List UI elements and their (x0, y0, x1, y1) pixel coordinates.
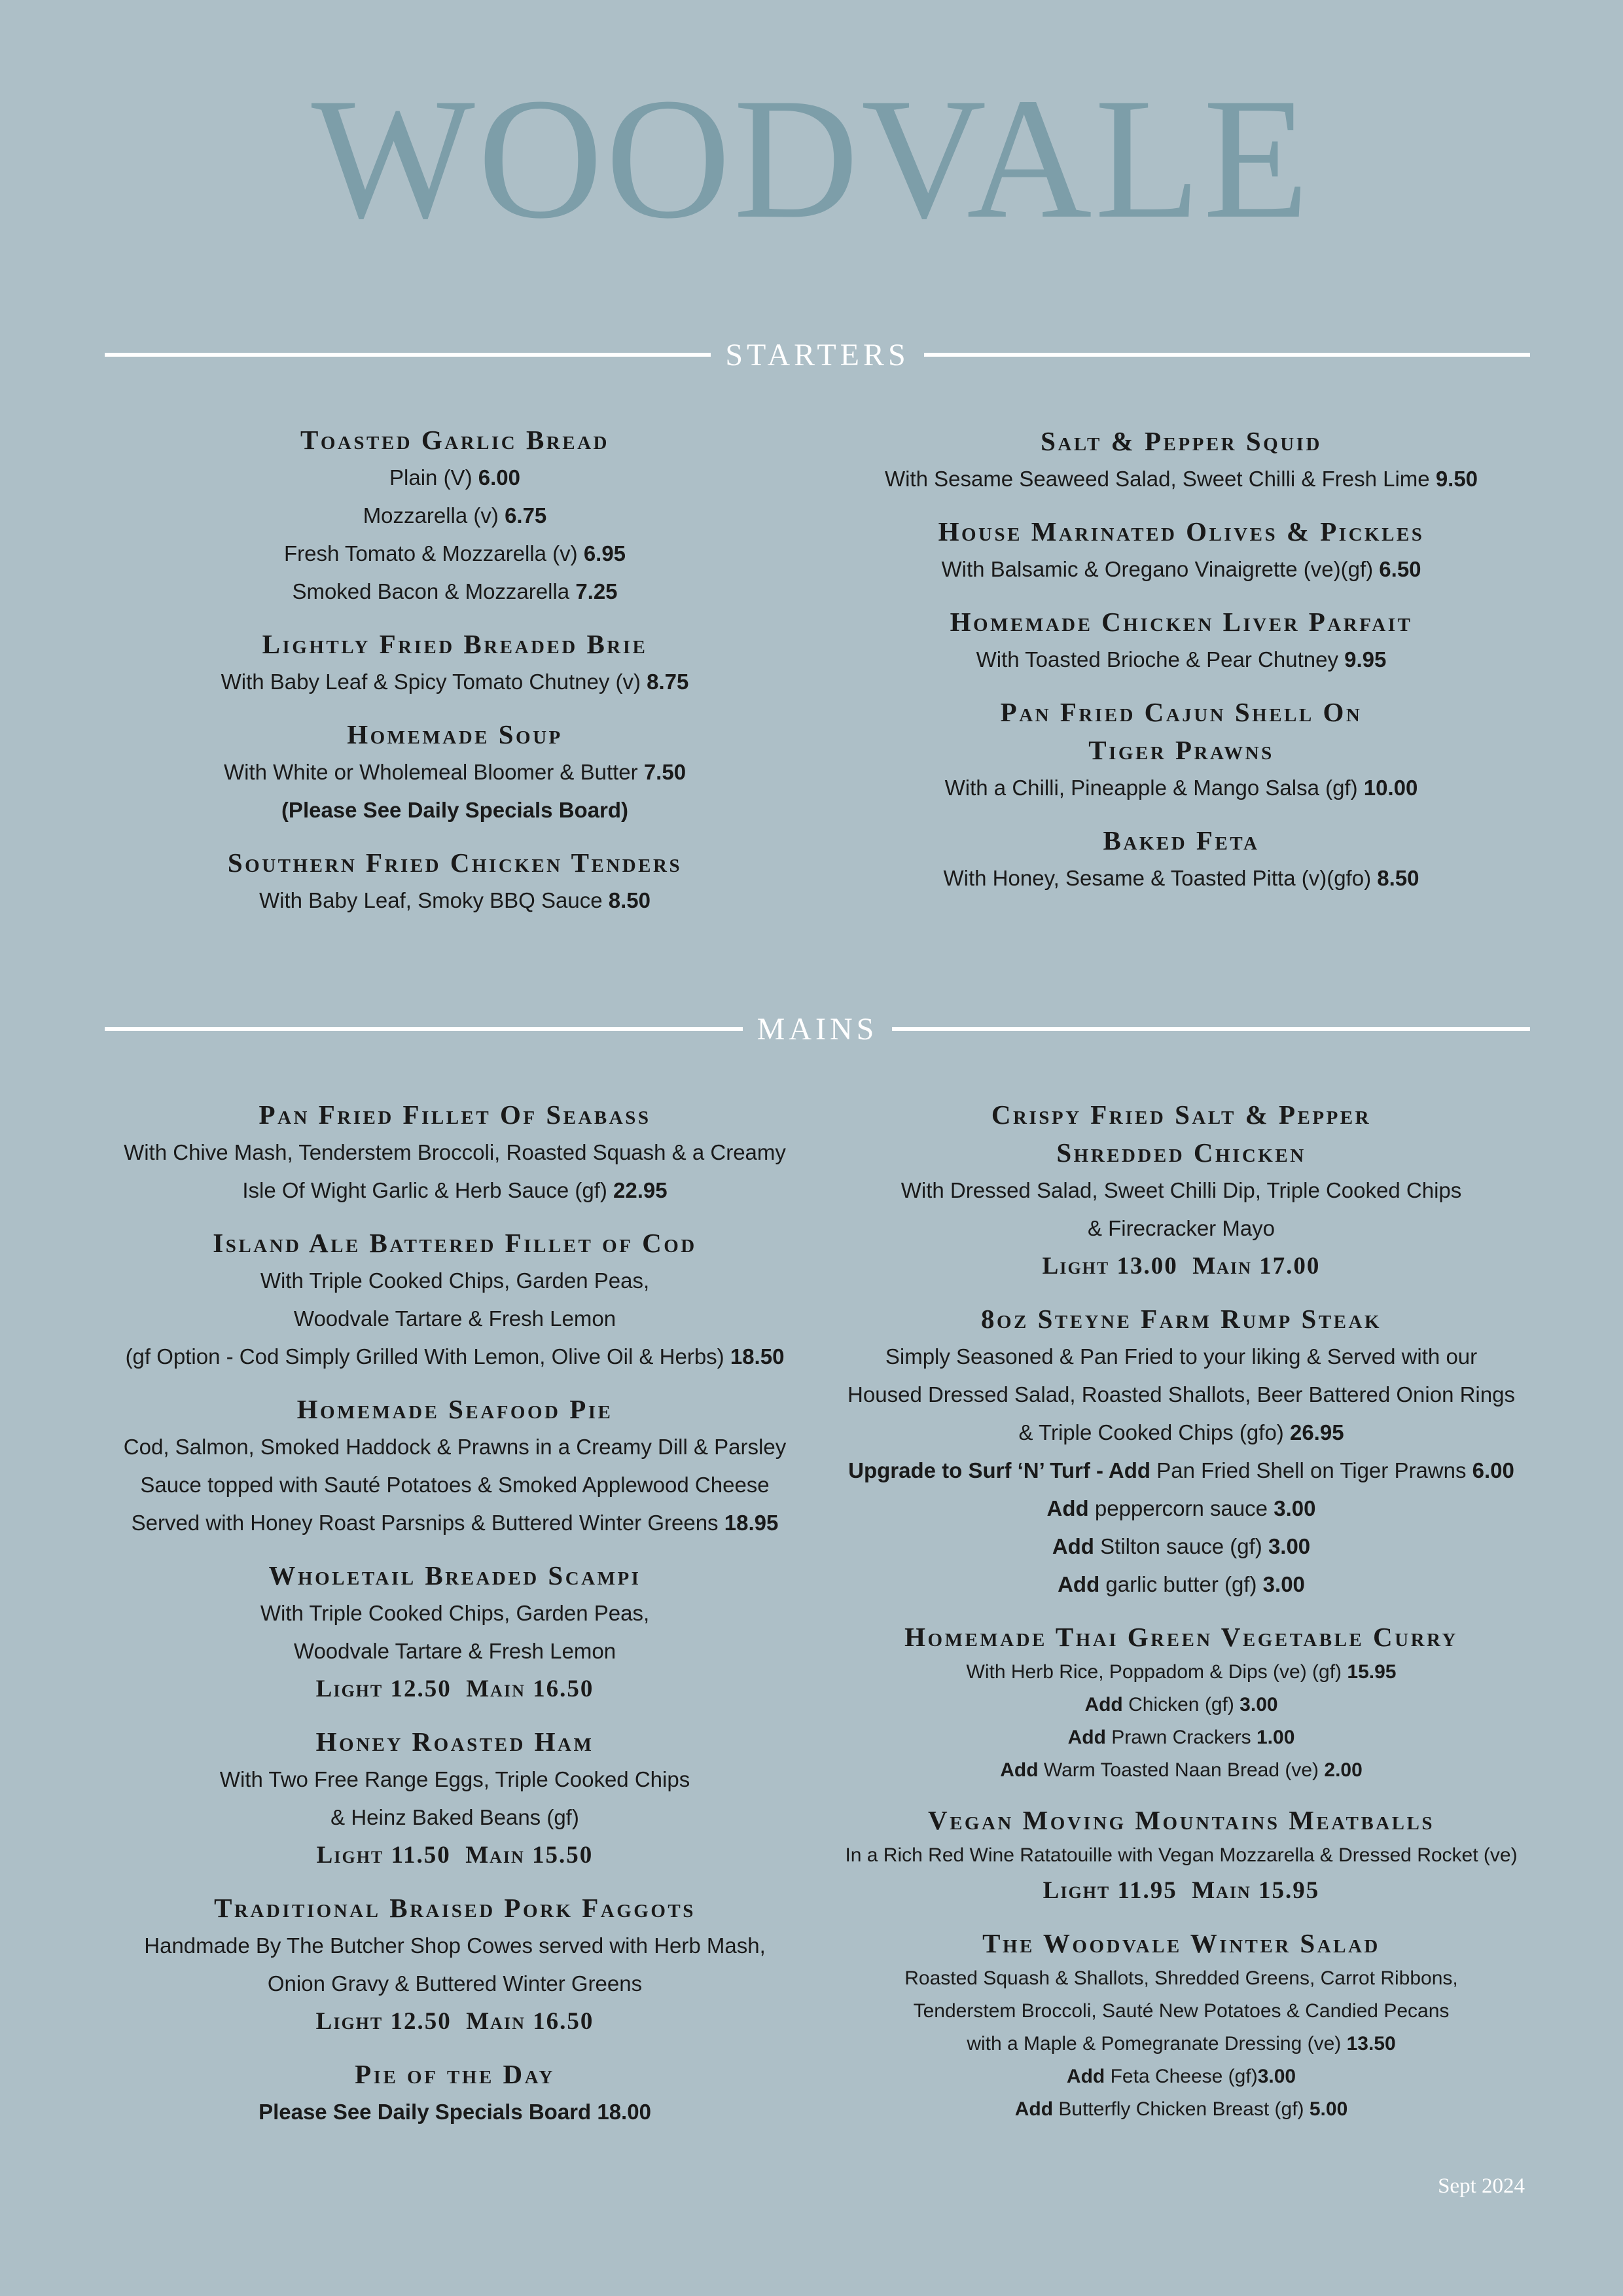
dish-description: Handmade By The Butcher Shop Cowes served with Herb Mash, (144, 1933, 766, 1958)
dish-title: Homemade Soup (347, 719, 563, 749)
dish-title: Shredded Chicken (1056, 1138, 1306, 1168)
mains-right-column (825, 1096, 1538, 2140)
divider (105, 353, 711, 357)
dish-description: Cod, Salmon, Smoked Haddock & Prawns in a Creamy Dill & Parsley (123, 1435, 787, 1459)
light-main-prices: Light 13.00 Main 17.00 (1042, 1253, 1321, 1280)
menu-item (85, 1224, 825, 1376)
menu-item (825, 422, 1538, 498)
dish-description: Roasted Squash & Shallots, Shredded Greens, Carrot Ribbons, (904, 1967, 1458, 1989)
dish-description: With Chive Mash, Tenderstem Broccoli, Roasted Squash & a Creamy (124, 1140, 786, 1164)
dish-description: Woodvale Tartare & Fresh Lemon (293, 1306, 616, 1331)
light-main-prices: Light 11.95 Main 15.95 (1043, 1877, 1320, 1904)
mains-left-column (85, 1096, 825, 2145)
menu-item (825, 1618, 1538, 1787)
dish-title: 8oz Steyne Farm Rump Steak (980, 1304, 1382, 1334)
dish-title: Toasted Garlic Bread (300, 425, 609, 455)
menu-item (85, 844, 825, 920)
dish-option: Smoked Bacon & Mozzarella 7.25 (292, 579, 618, 603)
dish-title: Vegan Moving Mountains Meatballs (927, 1805, 1435, 1835)
dish-extra: Add Warm Toasted Naan Bread (ve) 2.00 (1000, 1759, 1363, 1781)
dish-extra: Add Prawn Crackers 1.00 (1067, 1727, 1295, 1748)
dish-extra: Add Stilton sauce (gf) 3.00 (1052, 1534, 1311, 1558)
dish-title: Homemade Seafood Pie (296, 1394, 613, 1424)
section-title: MAINS (757, 1011, 878, 1047)
divider (892, 1027, 1530, 1031)
dish-description: Woodvale Tartare & Fresh Lemon (293, 1639, 616, 1663)
menu-item (825, 512, 1538, 588)
dish-title: The Woodvale Winter Salad (982, 1928, 1380, 1958)
menu-item (85, 715, 825, 829)
menu-item (825, 693, 1538, 807)
light-main-prices: Light 12.50 Main 16.50 (315, 1676, 594, 1702)
dish-description: With Triple Cooked Chips, Garden Peas, (260, 1601, 650, 1625)
dish-title: Pan Fried Fillet Of Seabass (259, 1100, 651, 1130)
menu-item (825, 1801, 1538, 1910)
menu-item (85, 421, 825, 611)
menu-date: Sept 2024 (1438, 2174, 1525, 2198)
dish-option: Fresh Tomato & Mozzarella (v) 6.95 (283, 541, 626, 565)
dish-description: Simply Seasoned & Pan Fried to your liking & Served with our (885, 1344, 1478, 1369)
dish-note: (Please See Daily Specials Board) (281, 798, 629, 822)
menu-item (85, 1556, 825, 1708)
dish-description: & Triple Cooked Chips (gfo) 26.95 (1018, 1420, 1344, 1444)
light-main-prices: Light 11.50 Main 15.50 (316, 1842, 594, 1869)
dish-description: With White or Wholemeal Bloomer & Butter 7.50 (223, 760, 687, 784)
dish-description: with a Maple & Pomegranate Dressing (ve) 13.50 (967, 2033, 1396, 2054)
dish-description: With Dressed Salad, Sweet Chilli Dip, Triple Cooked Chips (901, 1178, 1462, 1202)
dish-description: Served with Honey Roast Parsnips & Buttered Winter Greens 18.95 (131, 1511, 779, 1535)
dish-title: Wholetail Breaded Scampi (268, 1560, 641, 1590)
menu-item (825, 1924, 1538, 2126)
dish-description: Housed Dressed Salad, Roasted Shallots, Beer Battered Onion Rings (847, 1382, 1515, 1407)
menu-item (825, 821, 1538, 897)
dish-description: With Toasted Brioche & Pear Chutney 9.95 (976, 647, 1387, 672)
dish-description: With Triple Cooked Chips, Garden Peas, (260, 1268, 650, 1293)
dish-title: Tiger Prawns (1088, 735, 1274, 765)
dish-title: Island Ale Battered Fillet of Cod (213, 1228, 697, 1258)
brand-logo: WOODVALE (311, 63, 1312, 255)
divider (105, 1027, 743, 1031)
dish-description: & Heinz Baked Beans (gf) (330, 1805, 579, 1829)
dish-extra: Add Butterfly Chicken Breast (gf) 5.00 (1014, 2098, 1348, 2120)
dish-description: & Firecracker Mayo (1087, 1216, 1275, 1240)
dish-extra: Upgrade to Surf ‘N’ Turf - Add Pan Fried Shell on Tiger Prawns 6.00 (848, 1458, 1514, 1482)
menu-item (85, 2055, 825, 2131)
dish-description: With Baby Leaf, Smoky BBQ Sauce 8.50 (259, 888, 651, 912)
menu-item (85, 1723, 825, 1874)
dish-option: Mozzarella (v) 6.75 (363, 503, 547, 528)
dish-extra: Add Chicken (gf) 3.00 (1084, 1694, 1278, 1715)
dish-extra: Add peppercorn sauce 3.00 (1046, 1496, 1316, 1520)
menu-item (85, 1096, 825, 1210)
starters-right-column (825, 422, 1538, 912)
menu-item (825, 1096, 1538, 1285)
dish-description: Sauce topped with Sauté Potatoes & Smoked Applewood Cheese (140, 1473, 770, 1497)
dish-title: Homemade Chicken Liver Parfait (950, 607, 1413, 637)
dish-title: Honey Roasted Ham (315, 1727, 594, 1757)
dish-description: With a Chilli, Pineapple & Mango Salsa (gf) 10.00 (944, 776, 1418, 800)
starters-heading (105, 335, 1530, 374)
dish-option: Plain (V) 6.00 (389, 465, 520, 490)
dish-description: With Sesame Seaweed Salad, Sweet Chilli & Fresh Lime 9.50 (884, 467, 1478, 491)
dish-description: With Honey, Sesame & Toasted Pitta (v)(gfo) 8.50 (943, 866, 1419, 890)
menu-item (85, 1889, 825, 2041)
menu-item (825, 1300, 1538, 1604)
starters-left-column (85, 421, 825, 934)
menu-item (85, 625, 825, 701)
dish-title: Lightly Fried Breaded Brie (262, 629, 648, 659)
dish-description: With Two Free Range Eggs, Triple Cooked Chips (219, 1767, 690, 1791)
light-main-prices: Light 12.50 Main 16.50 (315, 2008, 594, 2035)
dish-title: Traditional Braised Pork Faggots (214, 1893, 696, 1923)
dish-description: Onion Gravy & Buttered Winter Greens (267, 1971, 643, 1996)
dish-description: Isle Of Wight Garlic & Herb Sauce (gf) 22.95 (242, 1178, 668, 1202)
dish-title: House Marinated Olives & Pickles (938, 516, 1425, 547)
dish-description: (gf Option - Cod Simply Grilled With Lemon, Olive Oil & Herbs) 18.50 (125, 1344, 785, 1369)
dish-extra: Add Feta Cheese (gf)3.00 (1066, 2066, 1296, 2087)
divider (924, 353, 1530, 357)
menu-item (825, 603, 1538, 679)
mains-heading (105, 1009, 1530, 1049)
dish-title: Homemade Thai Green Vegetable Curry (904, 1622, 1458, 1652)
dish-title: Salt & Pepper Squid (1041, 426, 1322, 456)
dish-title: Pan Fried Cajun Shell On (1000, 697, 1363, 727)
dish-title: Crispy Fried Salt & Pepper (991, 1100, 1372, 1130)
dish-description: With Baby Leaf & Spicy Tomato Chutney (v) 8.75 (221, 670, 689, 694)
dish-title: Pie of the Day (355, 2059, 555, 2089)
dish-description: In a Rich Red Wine Ratatouille with Vegan Mozzarella & Dressed Rocket (ve) (845, 1844, 1518, 1866)
dish-title: Southern Fried Chicken Tenders (227, 848, 683, 878)
section-title: STARTERS (725, 337, 910, 372)
dish-description: Please See Daily Specials Board 18.00 (259, 2100, 651, 2124)
dish-title: Baked Feta (1103, 825, 1260, 855)
dish-description: Tenderstem Broccoli, Sauté New Potatoes & Candied Pecans (913, 2000, 1450, 2022)
menu-item (85, 1390, 825, 1542)
dish-description: With Herb Rice, Poppadom & Dips (ve) (gf) 15.95 (966, 1661, 1397, 1683)
dish-extra: Add garlic butter (gf) 3.00 (1058, 1572, 1305, 1596)
dish-description: With Balsamic & Oregano Vinaigrette (ve)(gf) 6.50 (941, 557, 1421, 581)
